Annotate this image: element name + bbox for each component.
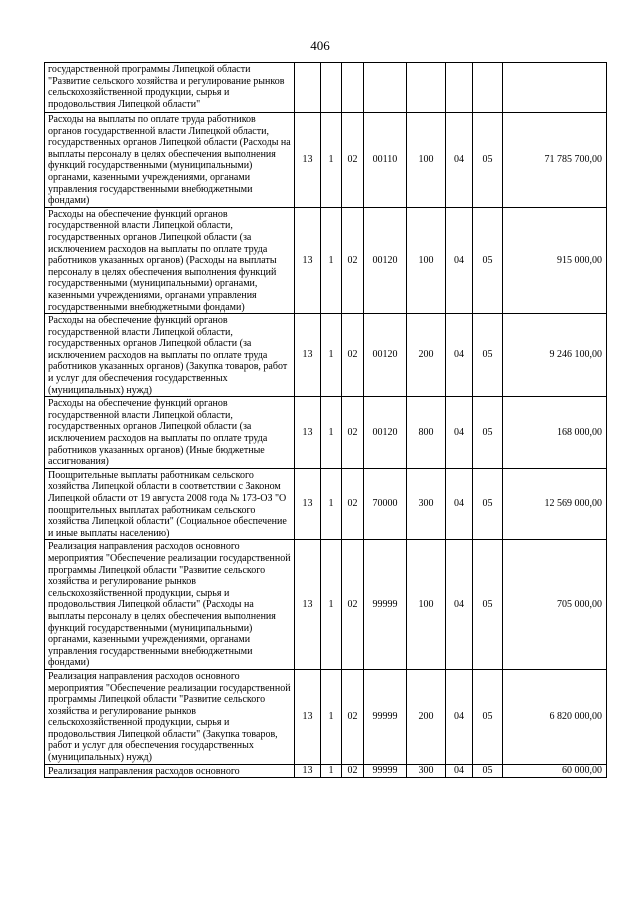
row-description: Расходы на обеспечение функций органов государственной власти Липецкой области, государственных органов Липецкой области (за исключением расходов на выплаты по оплате труда работников указанных органов) (Иные бюджетные ассигнования) — [45, 397, 295, 469]
row-code: 100 — [407, 540, 446, 670]
row-code: 05 — [473, 669, 503, 764]
row-amount: 12 569 000,00 — [503, 468, 607, 540]
row-code: 13 — [295, 468, 321, 540]
table-row — [45, 468, 607, 540]
row-code: 100 — [407, 207, 446, 313]
row-code — [342, 63, 364, 113]
row-amount: 9 246 100,00 — [503, 314, 607, 397]
row-description: Расходы на выплаты по оплате труда работников органов государственной власти Липецкой области, государственных органов Липецкой области (Расходы на выплаты персоналу в целях обеспечения выполнения функций государственными (муниципальными) органами, казенными учреждениями, органами управления государственными внебюджетными фондами) — [45, 113, 295, 208]
row-code: 02 — [342, 314, 364, 397]
row-code: 70000 — [364, 468, 407, 540]
row-code: 00120 — [364, 397, 407, 469]
row-amount: 71 785 700,00 — [503, 113, 607, 208]
row-description: государственной программы Липецкой области "Развитие сельского хозяйства и регулирование рынков сельскохозяйственной продукции, сырья и продовольствия Липецкой области" — [45, 63, 295, 113]
row-code: 04 — [446, 314, 473, 397]
row-description: Расходы на обеспечение функций органов государственной власти Липецкой области, государственных органов Липецкой области (за исключением расходов на выплаты по оплате труда работников указанных органов) (Расходы на выплаты персоналу в целях обеспечения выполнения функций государственными (муниципальными) органами, казенными учреждениями, органами управления государственными внебюджетными фондами) — [45, 207, 295, 313]
row-code: 05 — [473, 113, 503, 208]
row-code: 1 — [321, 314, 342, 397]
row-description: Реализация направления расходов основного мероприятия "Обеспечение реализации государственной программы Липецкой области "Развитие сельского хозяйства и регулирование рынков сельскохозяйственной продукции, сырья и продовольствия Липецкой области" (Расходы на выплаты персоналу в целях обеспечения выполнения функций государственными (муниципальными) органами, казенными учреждениями, органами управления государственными внебюджетными фондами) — [45, 540, 295, 670]
table-row — [45, 314, 607, 397]
row-code: 13 — [295, 764, 321, 778]
row-code: 00120 — [364, 314, 407, 397]
page-number: 406 — [310, 38, 330, 53]
row-code — [295, 63, 321, 113]
row-code: 1 — [321, 669, 342, 764]
row-code: 13 — [295, 540, 321, 670]
row-code: 200 — [407, 669, 446, 764]
row-code: 13 — [295, 314, 321, 397]
table-row — [45, 669, 607, 764]
row-code: 02 — [342, 113, 364, 208]
table-row — [45, 764, 607, 778]
row-code: 05 — [473, 314, 503, 397]
row-code: 13 — [295, 669, 321, 764]
row-code: 99999 — [364, 669, 407, 764]
table-row — [45, 540, 607, 670]
row-code: 00110 — [364, 113, 407, 208]
row-amount: 168 000,00 — [503, 397, 607, 469]
row-code: 13 — [295, 397, 321, 469]
row-code: 99999 — [364, 540, 407, 670]
row-code: 04 — [446, 764, 473, 778]
row-code: 02 — [342, 764, 364, 778]
table-row — [45, 63, 607, 113]
row-code: 800 — [407, 397, 446, 469]
row-code: 05 — [473, 540, 503, 670]
row-code — [407, 63, 446, 113]
row-code: 100 — [407, 113, 446, 208]
row-code: 04 — [446, 669, 473, 764]
row-code: 04 — [446, 540, 473, 670]
row-code: 05 — [473, 207, 503, 313]
row-code: 05 — [473, 468, 503, 540]
row-code: 05 — [473, 397, 503, 469]
row-code — [364, 63, 407, 113]
row-code: 02 — [342, 397, 364, 469]
budget-table — [44, 62, 607, 778]
table-row — [45, 207, 607, 313]
row-code: 300 — [407, 764, 446, 778]
row-code: 13 — [295, 207, 321, 313]
row-description: Расходы на обеспечение функций органов государственной власти Липецкой области, государственных органов Липецкой области (за исключением расходов на выплаты по оплате труда работников указанных органов) (Закупка товаров, работ и услуг для обеспечения государственных (муниципальных) нужд) — [45, 314, 295, 397]
row-amount: 705 000,00 — [503, 540, 607, 670]
row-amount — [503, 63, 607, 113]
row-code: 1 — [321, 207, 342, 313]
row-code: 1 — [321, 397, 342, 469]
row-code: 00120 — [364, 207, 407, 313]
row-code: 13 — [295, 113, 321, 208]
row-code — [473, 63, 503, 113]
table-row — [45, 397, 607, 469]
row-code — [446, 63, 473, 113]
row-description: Поощрительные выплаты работникам сельского хозяйства Липецкой области в соответствии с Законом Липецкой области от 19 августа 2008 года № 173-ОЗ "О поощрительных выплатах работникам сельского хозяйства Липецкой области" (Социальное обеспечение и иные выплаты населению) — [45, 468, 295, 540]
row-amount: 915 000,00 — [503, 207, 607, 313]
row-code: 1 — [321, 764, 342, 778]
row-code: 05 — [473, 764, 503, 778]
row-code: 99999 — [364, 764, 407, 778]
row-code: 1 — [321, 468, 342, 540]
row-code: 04 — [446, 397, 473, 469]
row-code: 1 — [321, 113, 342, 208]
row-amount: 60 000,00 — [503, 764, 607, 778]
table-row — [45, 113, 607, 208]
row-description: Реализация направления расходов основного мероприятия "Обеспечение реализации государственной программы Липецкой области "Развитие сельского хозяйства и регулирование рынков сельскохозяйственной продукции, сырья и продовольствия Липецкой области" (Закупка товаров, работ и услуг для обеспечения государственных (муниципальных) нужд) — [45, 669, 295, 764]
row-code: 04 — [446, 207, 473, 313]
row-code: 02 — [342, 540, 364, 670]
row-code: 02 — [342, 669, 364, 764]
row-code: 1 — [321, 540, 342, 670]
row-code: 300 — [407, 468, 446, 540]
row-code: 02 — [342, 468, 364, 540]
row-description: Реализация направления расходов основного — [45, 764, 295, 778]
row-code: 02 — [342, 207, 364, 313]
row-code — [321, 63, 342, 113]
row-amount: 6 820 000,00 — [503, 669, 607, 764]
row-code: 04 — [446, 113, 473, 208]
row-code: 04 — [446, 468, 473, 540]
row-code: 200 — [407, 314, 446, 397]
